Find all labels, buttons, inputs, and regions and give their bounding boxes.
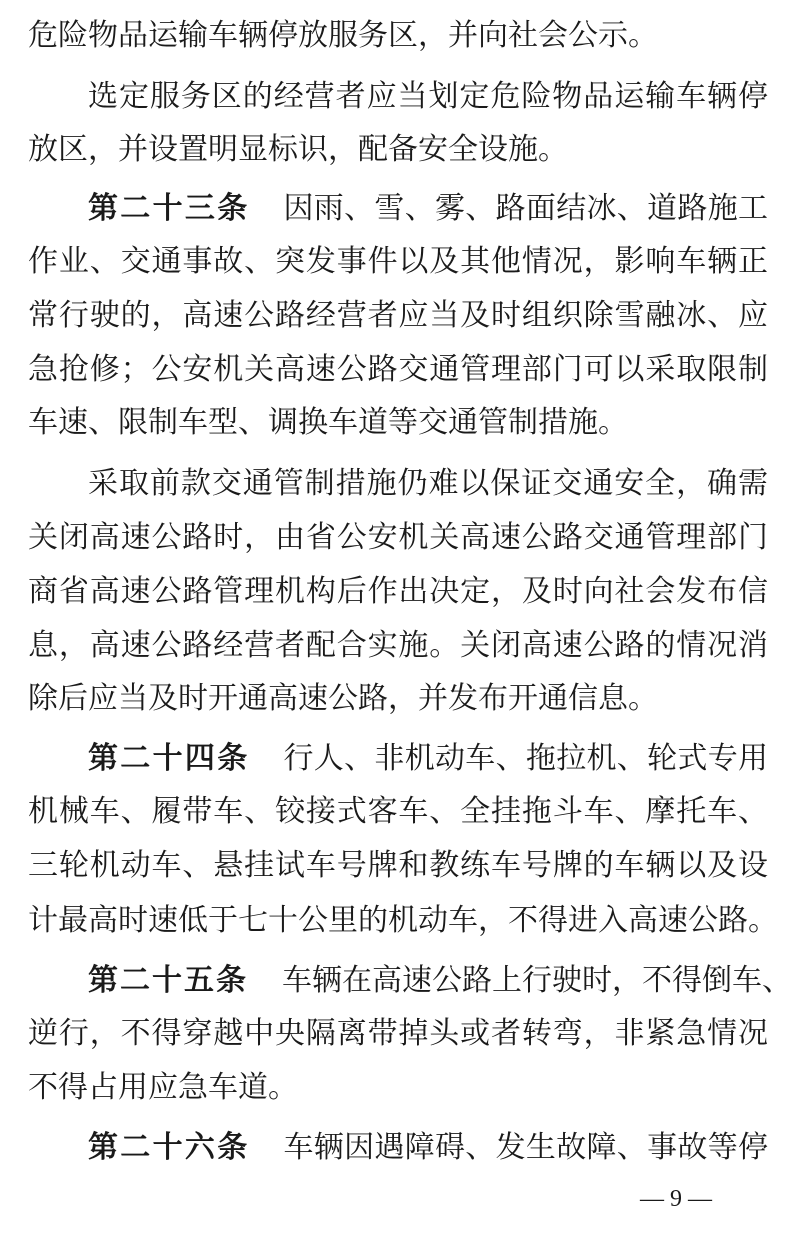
page-number: — 9 —	[640, 1186, 712, 1212]
line-text: 车辆因遇障碍、发生故障、事故等停	[283, 1130, 768, 1165]
text-line	[88, 71, 768, 123]
text-line	[28, 397, 768, 449]
text-line	[28, 566, 768, 618]
text-line	[28, 786, 768, 838]
line-text: 息，高速公路经营者配合实施。关闭高速公路的情况消	[28, 628, 768, 663]
article-line	[88, 733, 768, 785]
text-line	[88, 458, 768, 510]
text-line	[28, 124, 768, 176]
line-text: 车辆在高速公路上行驶时，不得倒车、	[282, 963, 792, 998]
text-line	[28, 1062, 768, 1114]
text-line	[28, 1008, 768, 1060]
text-line	[28, 840, 768, 892]
text-line	[28, 236, 768, 288]
line-text: 急抢修；公安机关高速公路交通管理部门可以采取限制	[28, 352, 768, 387]
line-text: 选定服务区的经营者应当划定危险物品运输车辆停	[88, 79, 768, 114]
line-text: 行人、非机动车、拖拉机、轮式专用	[283, 741, 768, 776]
article-number: 第二十六条	[88, 1130, 250, 1165]
line-text: 机械车、履带车、铰接式客车、全挂拖斗车、摩托车、	[28, 794, 768, 829]
line-text: 逆行，不得穿越中央隔离带掉头或者转弯，非紧急情况	[28, 1016, 768, 1051]
line-text: 作业、交通事故、突发事件以及其他情况，影响车辆正	[28, 244, 768, 279]
line-text: 危险物品运输车辆停放服务区，并向社会公示。	[28, 18, 658, 53]
text-line	[28, 620, 768, 672]
line-text: 因雨、雪、雾、路面结冰、道路施工	[283, 191, 768, 226]
text-line	[28, 290, 768, 342]
line-text: 不得占用应急车道。	[28, 1070, 298, 1105]
line-text: 计最高时速低于七十公里的机动车，不得进入高速公路。	[28, 903, 778, 938]
line-text: 三轮机动车、悬挂试车号牌和教练车号牌的车辆以及设	[28, 848, 768, 883]
line-text: 常行驶的，高速公路经营者应当及时组织除雪融冰、应	[28, 298, 768, 333]
line-text: 除后应当及时开通高速公路，并发布开通信息。	[28, 681, 658, 716]
text-line	[28, 895, 778, 947]
article-number: 第二十五条	[88, 963, 248, 998]
line-text: 关闭高速公路时，由省公安机关高速公路交通管理部门	[28, 520, 768, 555]
line-text: 商省高速公路管理机构后作出决定，及时向社会发布信	[28, 574, 768, 609]
line-text: 采取前款交通管制措施仍难以保证交通安全，确需	[88, 466, 768, 501]
line-text: 车速、限制车型、调换车道等交通管制措施。	[28, 405, 628, 440]
article-line	[88, 955, 792, 1007]
text-line	[28, 512, 768, 564]
article-line	[88, 1122, 768, 1174]
line-text: 放区，并设置明显标识，配备安全设施。	[28, 132, 568, 167]
text-line	[28, 344, 768, 396]
article-line	[88, 183, 768, 235]
text-line	[28, 10, 768, 62]
article-number: 第二十三条	[88, 191, 250, 226]
article-number: 第二十四条	[88, 741, 250, 776]
text-line	[28, 673, 768, 725]
